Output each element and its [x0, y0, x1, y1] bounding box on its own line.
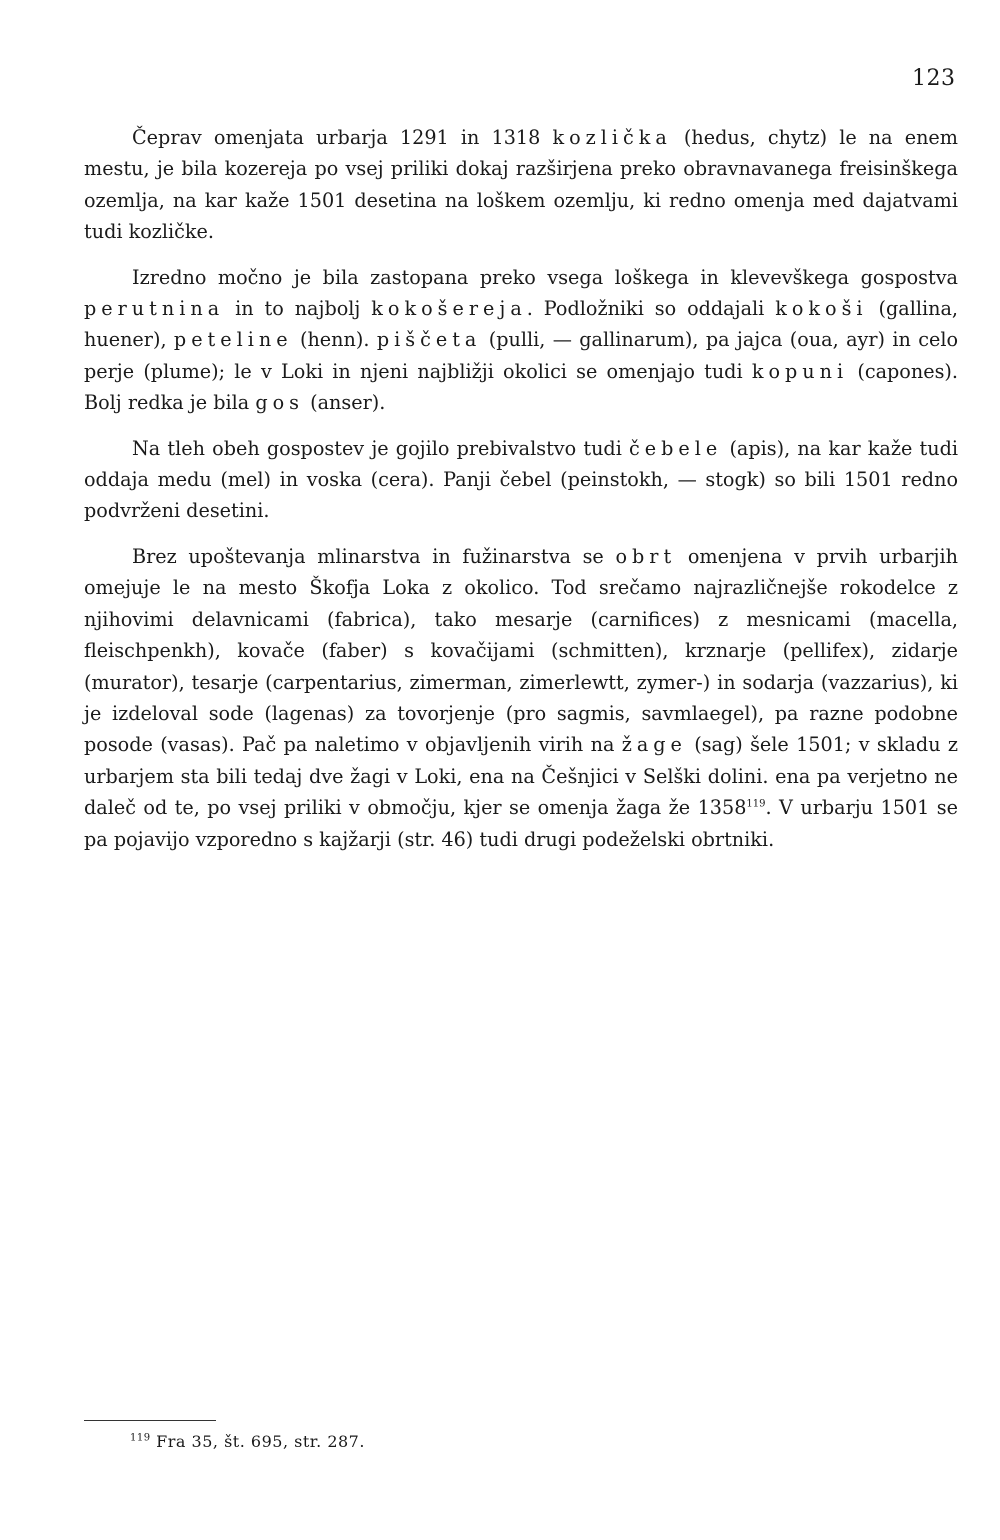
- text-run: (gallina, huener),: [84, 297, 958, 352]
- paragraph-goats: [84, 122, 958, 248]
- text-run: . V urbarju 1501 se pa pojavijo vzporedno s kajžarji (str. 46) tudi drugi podeželski obrtniki.: [84, 796, 958, 851]
- spaced-term: perutnina: [84, 297, 225, 321]
- spaced-term: čebele: [629, 436, 723, 460]
- spaced-term: obrt: [615, 544, 677, 568]
- footnote: [130, 1432, 365, 1451]
- spaced-term: gos: [255, 391, 304, 415]
- footnote-text: Fra 35, št. 695, str. 287.: [150, 1432, 365, 1451]
- spaced-term: kokoši: [775, 297, 868, 321]
- text-run: (capones). Bolj redka je bila: [84, 359, 958, 415]
- paragraph-poultry: [84, 262, 958, 419]
- body-text: [84, 122, 958, 869]
- spaced-term: kozlička: [552, 126, 672, 149]
- paragraph-bees: [84, 433, 958, 527]
- text-run: Čeprav omenjata urbarja 1291 in 1318: [132, 126, 553, 149]
- footnote-marker: 119: [130, 1432, 151, 1444]
- footnote-reference: 119: [746, 798, 766, 810]
- text-run: Brez upoštevanja mlinarstva in fužinarstva se: [132, 544, 616, 568]
- text-run: (henn).: [292, 328, 377, 352]
- paragraph-crafts: [84, 541, 958, 855]
- spaced-term: kopuni: [751, 359, 849, 383]
- spaced-term: žage: [621, 733, 687, 757]
- footnote-rule: [84, 1420, 216, 1421]
- text-run: in to najbolj: [224, 297, 372, 321]
- text-run: (hedus, chytz) le na enem mestu, je bila kozereja po vsej priliki dokaj razširjena preko obravnavanega freisinškega ozemlja, na kar kaže 1501 desetina na loškem ozemlju, ki redno omenja med dajatvami tudi kozličke.: [84, 126, 958, 244]
- text-run: (sag) šele 1501; v skladu z urbarjem sta bili tedaj dve žagi v Loki, ena na Češnjici v Selški dolini. ena pa verjetno ne daleč od te, po vsej priliki v območju, kjer se omenja žaga že 1358: [84, 733, 958, 820]
- spaced-term: kokošereja: [371, 297, 527, 321]
- text-run: Na tleh obeh gospostev je gojilo prebivalstvo tudi: [132, 436, 630, 460]
- text-run: Izredno močno je bila zastopana preko vsega loškega in klevevškega gospostva: [132, 265, 958, 289]
- text-run: (anser).: [304, 391, 386, 415]
- text-run: omenjena v prvih urbarjih omejuje le na mesto Škofja Loka z okolico. Tod srečamo najrazličnejše rokodelce z njihovimi delavnicami (fabrica), tako mesarje (carnifices) z mesnicami (macella, fleischpenkh), kovače (faber) s kovačijami (schmitten), krznarje (pellifex), zidarje (murator), tesarje (carpentarius, zimerman, zimerlewtt, zymer-) in sodarja (vazzarius), ki je izdeloval sode (lagenas) za tovorjenje (pro sagmis, savmlaegel), pa razne podobne posode (vasas). Pač pa naletimo v objavljenih virih na: [84, 544, 958, 757]
- text-run: (apis), na kar kaže tudi oddaja medu (mel) in voska (cera). Panji čebel (peinstokh, — stogk) so bili 1501 redno podvrženi desetini.: [84, 436, 958, 523]
- page-number: 123: [912, 66, 956, 91]
- spaced-term: peteline: [173, 328, 293, 352]
- spaced-term: piščeta: [376, 328, 482, 352]
- text-run: (pulli, — gallinarum), pa jajca (oua, ayr) in celo perje (plume); le v Loki in njeni najbližji okolici se omenjajo tudi: [84, 328, 959, 383]
- text-run: . Podložniki so oddajali: [526, 297, 776, 321]
